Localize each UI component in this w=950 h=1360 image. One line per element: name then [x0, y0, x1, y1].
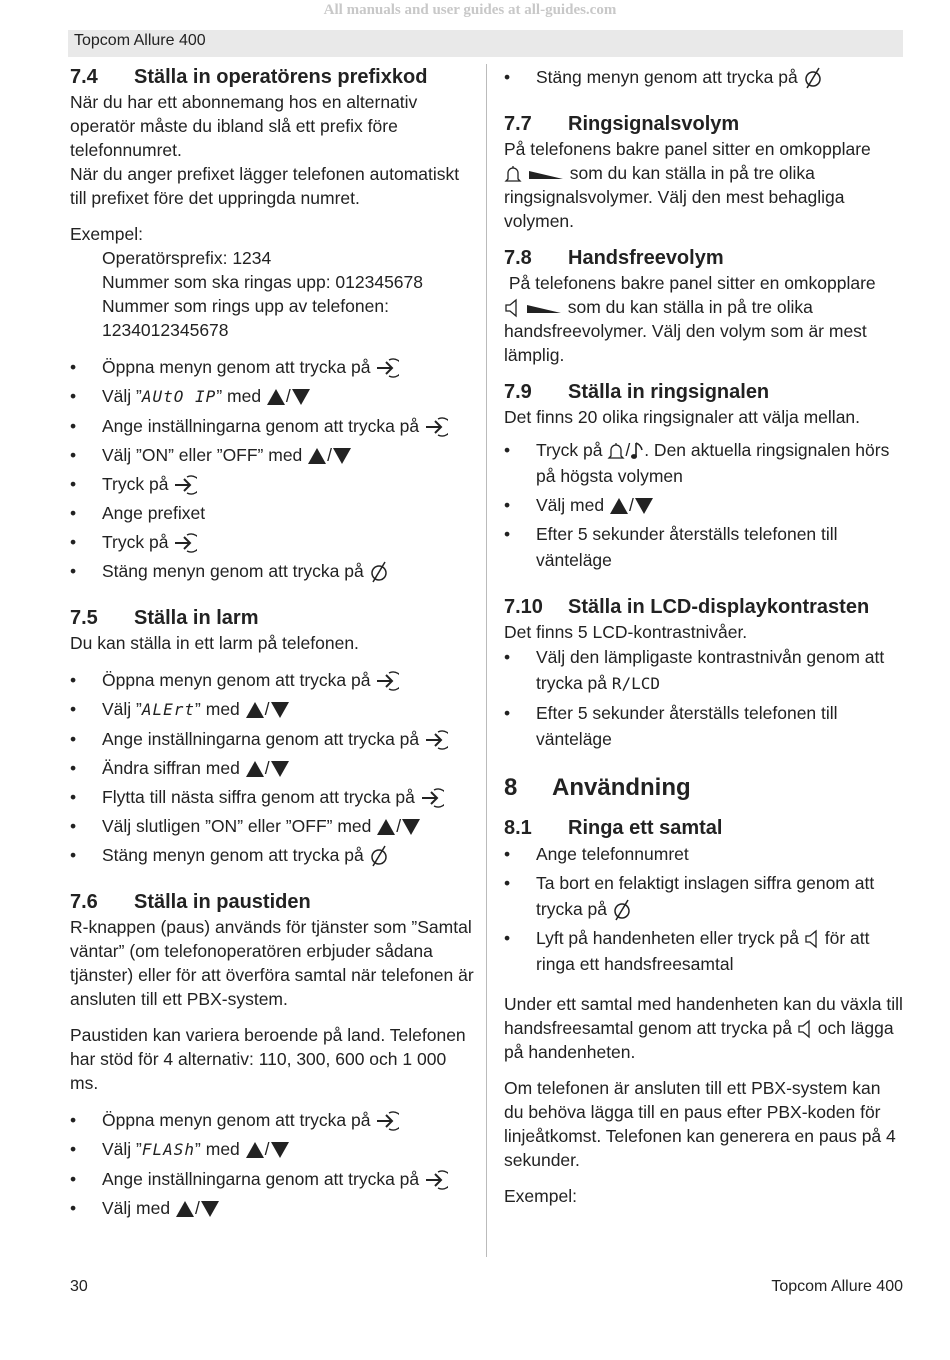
item-text: Stäng menyn genom att trycka på: [536, 67, 798, 87]
bell-icon: [504, 164, 522, 184]
item-text: Välj med: [536, 495, 605, 515]
list-item: • Välj med /: [70, 1195, 475, 1221]
section-title: Ställa in ringsignalen: [568, 381, 770, 403]
section-title: Ringa ett samtal: [568, 817, 723, 839]
menu-key-icon: [420, 788, 444, 808]
list-item: • Välj ”FLASh” med /: [70, 1136, 475, 1163]
item-text: Välj ”: [102, 1139, 142, 1159]
section-title: Användning: [552, 774, 691, 801]
list-item: • Ändra siffran med /: [70, 755, 475, 781]
list-item: [70, 354, 475, 380]
item-text: Tryck på: [102, 474, 169, 494]
paragraph-text: Under ett samtal med handenheten kan du växla till handsfreesamtal genom att trycka på: [504, 994, 903, 1038]
item-text: Ange inställningarna genom att trycka på: [102, 1169, 420, 1189]
section-number: 7.7: [504, 113, 532, 135]
menu-key-icon: [424, 417, 448, 437]
page-header: Topcom Allure 400: [68, 30, 903, 57]
section-title: Ringsignalsvolym: [568, 113, 740, 135]
list-item: • Tryck på / . Den aktuella ringsignalen hörs på högsta volymen: [504, 437, 904, 489]
item-text: Ta bort en felaktigt inslagen siffra genom att trycka på: [536, 873, 875, 919]
down-arrow-icon: [332, 447, 352, 465]
list-item: • Välj slutligen ”ON” eller ”OFF” med /: [70, 813, 475, 839]
section-title: Ställa in LCD-displaykontrasten: [568, 596, 870, 618]
paragraph: Paustiden kan variera beroende på land. Telefonen har stöd för 4 alternativ: 110, 300, 600 och 1 000 ms.: [70, 1025, 466, 1093]
paragraph: Det finns 20 olika ringsignaler att välja mellan.: [504, 407, 861, 427]
list-item: • Välj ”ALErt” med /: [70, 696, 475, 723]
item-text: Tryck på: [536, 440, 603, 460]
menu-key-icon: [424, 1170, 448, 1190]
paragraph-text: och lägga på handenheten.: [504, 1018, 894, 1062]
down-arrow-icon: [401, 818, 421, 836]
item-text: Öppna menyn genom att trycka på: [102, 670, 371, 690]
item-text: Ändra siffran med: [102, 758, 240, 778]
paragraph: Du kan ställa in ett larm på telefonen.: [70, 633, 359, 653]
section-title: Ställa in paustiden: [134, 891, 311, 913]
section-title: Ställa in larm: [134, 607, 259, 629]
volume-ramp-icon: [525, 301, 563, 315]
step-list: [70, 354, 475, 584]
section-7-6-heading: [70, 889, 475, 915]
section-number: 8: [504, 774, 518, 801]
example-line: Nummer som rings upp av telefonen: 1234012345678: [102, 296, 389, 340]
list-item: [70, 529, 475, 555]
item-text: Öppna menyn genom att trycka på: [102, 357, 371, 377]
list-item: [504, 925, 904, 977]
list-item: [504, 64, 904, 90]
step-list: [70, 1107, 475, 1221]
list-item: • Välj med /: [504, 492, 904, 518]
item-text: Efter 5 sekunder återställs telefonen till vänteläge: [536, 703, 838, 749]
section-number: 7.9: [504, 381, 532, 403]
off-key-icon: [369, 561, 389, 583]
section-7-7-heading: [504, 111, 904, 137]
section-number: 8.1: [504, 817, 532, 839]
up-arrow-icon: [609, 497, 629, 515]
paragraph: Exempel:: [504, 1186, 577, 1206]
item-text: Efter 5 sekunder återställs telefonen till vänteläge: [536, 524, 838, 570]
list-item: [70, 842, 475, 868]
section-number: 7.6: [70, 891, 98, 913]
paragraph: [504, 137, 904, 233]
left-column: [70, 64, 475, 1224]
list-item: [70, 1166, 475, 1192]
item-text: Flytta till nästa siffra genom att trycka på: [102, 787, 415, 807]
section-title: Handsfreevolym: [568, 247, 724, 269]
item-text: Öppna menyn genom att trycka på: [102, 1110, 371, 1130]
up-arrow-icon: [175, 1200, 195, 1218]
up-arrow-icon: [245, 1141, 265, 1159]
list-item: [70, 1107, 475, 1133]
paragraph-text: På telefonens bakre panel sitter en omkopplare: [504, 139, 871, 159]
list-item: [504, 870, 904, 922]
footer-title: Topcom Allure 400: [771, 1278, 903, 1295]
item-text: Välj ”: [102, 699, 142, 719]
speaker-icon: [504, 298, 520, 318]
paragraph: [504, 992, 904, 1064]
menu-key-icon: [375, 1111, 399, 1131]
list-item: [70, 413, 475, 439]
list-item: [504, 644, 904, 697]
item-text: Ange inställningarna genom att trycka på: [102, 416, 420, 436]
item-text: Ange prefixet: [102, 503, 206, 523]
list-item: [70, 784, 475, 810]
bell-icon: [607, 441, 625, 461]
item-text: Tryck på: [102, 532, 169, 552]
list-item: [504, 521, 904, 573]
list-item: • Välj ”ON” eller ”OFF” med /: [70, 442, 475, 468]
step-list: [504, 841, 904, 977]
list-item: [504, 841, 904, 867]
music-note-icon: [630, 441, 644, 461]
section-8-heading: [504, 773, 904, 803]
menu-key-icon: [375, 358, 399, 378]
off-key-icon: [612, 899, 632, 921]
list-item: [504, 700, 904, 752]
up-arrow-icon: [307, 447, 327, 465]
down-arrow-icon: [270, 1141, 290, 1159]
off-key-icon: [369, 845, 389, 867]
section-number: 7.10: [504, 596, 543, 618]
column-divider: [486, 64, 487, 1257]
down-arrow-icon: [634, 497, 654, 515]
section-7-10-heading: [504, 594, 904, 620]
paragraph: När du har ett abonnemang hos en alternativ operatör måste du ibland slå ett prefix före telefonnumret.: [70, 92, 418, 160]
list-item: [70, 558, 475, 584]
down-arrow-icon: [270, 760, 290, 778]
lcd-text: ALErt: [141, 700, 196, 719]
item-text: Välj ”: [102, 386, 142, 406]
list-item: [70, 726, 475, 752]
example-line: Operatörsprefix: 1234: [102, 248, 272, 268]
section-7-9-heading: [504, 379, 904, 405]
lcd-text: FLASh: [141, 1140, 196, 1159]
page-number: 30: [70, 1278, 88, 1295]
paragraph: Det finns 5 LCD-kontrastnivåer.: [504, 622, 748, 642]
up-arrow-icon: [266, 388, 286, 406]
item-text: ” med: [216, 386, 262, 406]
section-8-1-heading: [504, 815, 904, 841]
item-text: Välj slutligen ”ON” eller ”OFF” med: [102, 816, 372, 836]
step-list: [504, 64, 904, 90]
item-text: ” med: [195, 1139, 240, 1159]
paragraph-text: som du kan ställa in på tre olika ringsignalsvolymer. Välj den mest behagliga volymen.: [504, 163, 845, 231]
item-text: Välj den lämpligaste kontrastnivån genom att trycka på: [536, 647, 885, 693]
list-item: [70, 471, 475, 497]
list-item: [70, 667, 475, 693]
step-list: [504, 644, 904, 752]
menu-key-icon: [173, 533, 197, 553]
down-arrow-icon: [291, 388, 311, 406]
paragraph: [504, 271, 904, 367]
rlcd-key-label: R/LCD: [611, 674, 661, 693]
menu-key-icon: [375, 671, 399, 691]
paragraph: R-knappen (paus) används för tjänster som ”Samtal väntar” (om telefonoperatören erbjuder sådana tjänster) eller för att överföra samtal när telefonen är ansluten till ett PBX-system.: [70, 917, 474, 1009]
item-text: ” med: [195, 699, 240, 719]
down-arrow-icon: [200, 1200, 220, 1218]
lcd-text: AUtO IP: [141, 387, 217, 406]
section-number: 7.8: [504, 247, 532, 269]
paragraph-text: På telefonens bakre panel sitter en omkopplare: [508, 273, 876, 293]
up-arrow-icon: [376, 818, 396, 836]
paragraph: När du anger prefixet lägger telefonen automatiskt till prefixet före det uppringda numret.: [70, 164, 460, 208]
item-text: Stäng menyn genom att trycka på: [102, 845, 364, 865]
off-key-icon: [803, 67, 823, 89]
speaker-icon: [797, 1019, 813, 1039]
list-item: • Välj ”AUtO IP” med /: [70, 383, 475, 410]
item-text: Välj med: [102, 1198, 171, 1218]
down-arrow-icon: [270, 701, 290, 719]
watermark: All manuals and user guides at all-guides.com: [323, 2, 617, 18]
step-list: [70, 667, 475, 868]
item-text: för att ringa ett handsfreesamtal: [536, 928, 870, 974]
item-text: Lyft på handenheten eller tryck på: [536, 928, 799, 948]
section-7-8-heading: [504, 245, 904, 271]
right-column: [504, 64, 904, 1208]
up-arrow-icon: [245, 760, 265, 778]
example-line: Nummer som ska ringas upp: 012345678: [102, 272, 424, 292]
list-item: [70, 500, 475, 526]
up-arrow-icon: [245, 701, 265, 719]
item-text: Välj ”ON” eller ”OFF” med: [102, 445, 303, 465]
item-text: Ange telefonnumret: [536, 844, 689, 864]
menu-key-icon: [424, 730, 448, 750]
volume-ramp-icon: [527, 167, 565, 181]
speaker-icon: [804, 929, 820, 949]
section-number: 7.5: [70, 607, 98, 629]
section-title: Ställa in operatörens prefixkod: [134, 66, 428, 88]
section-7-5-heading: [70, 605, 475, 631]
paragraph: Om telefonen är ansluten till ett PBX-system kan du behöva lägga till en paus efter PBX-koden för linjeåtkomst. Telefonen kan generera en paus på 4 sekunder.: [504, 1078, 896, 1170]
step-list: [504, 437, 904, 573]
item-text: Ange inställningarna genom att trycka på: [102, 729, 420, 749]
item-text: . Den aktuella ringsignalen hörs på högsta volymen: [536, 440, 890, 486]
menu-key-icon: [173, 475, 197, 495]
example-label: Exempel:: [70, 224, 143, 244]
section-number: 7.4: [70, 66, 98, 88]
paragraph-text: som du kan ställa in på tre olika handsfreevolymer. Välj den volym som är mest lämplig.: [504, 297, 867, 365]
item-text: Stäng menyn genom att trycka på: [102, 561, 364, 581]
section-7-4-heading: [70, 64, 475, 90]
